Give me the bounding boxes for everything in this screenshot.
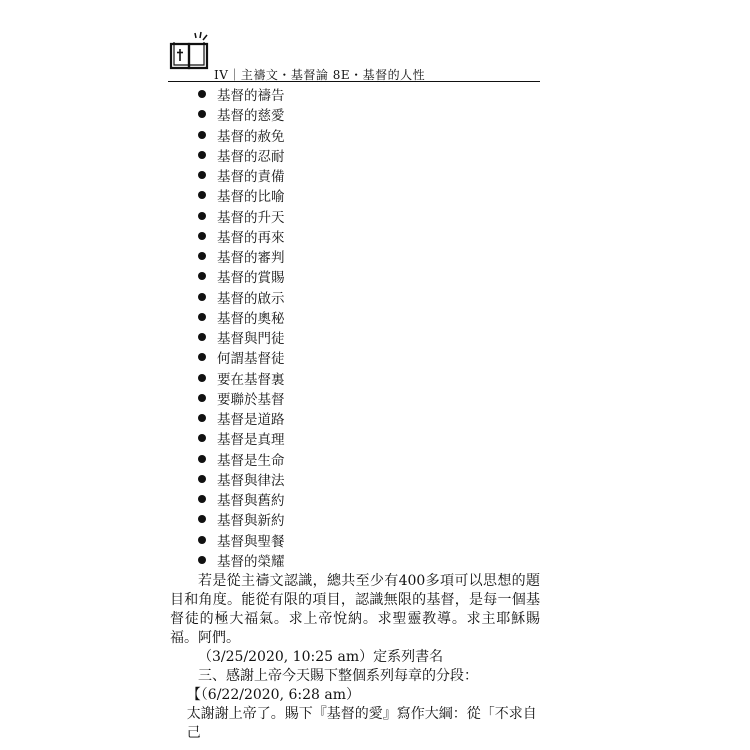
header-divider [168, 81, 540, 82]
list-item [196, 449, 285, 469]
list-item-label: 要在基督裏 [217, 371, 285, 388]
list-item-label: 基督是生命 [217, 452, 285, 469]
list-item-label: 要聯於基督 [217, 391, 285, 408]
bracket-date-line: 【（6/22/2020, 6:28 am） [186, 687, 360, 703]
bullet-icon [198, 536, 206, 544]
list-item-label: 基督與聖餐 [217, 533, 285, 550]
list-item-label: 何謂基督徒 [217, 351, 285, 368]
bullet-icon [198, 232, 206, 240]
list-item-label: 基督的赦免 [217, 128, 285, 145]
list-item-label: 基督的升天 [217, 209, 285, 226]
body-text [170, 572, 540, 743]
bullet-icon [198, 252, 206, 260]
list-item-label: 基督與新約 [217, 513, 285, 530]
open-bible-icon [168, 30, 212, 72]
list-item-label: 基督與舊約 [217, 493, 285, 510]
list-item [196, 307, 285, 327]
list-item-label: 基督的審判 [217, 250, 285, 267]
list-item [196, 165, 285, 185]
bullet-icon [198, 556, 206, 564]
running-header: IV｜主禱文・基督論 8E・基督的人性 [214, 68, 426, 82]
bullet-icon [198, 434, 206, 442]
list-item-label: 基督的賞賜 [217, 270, 285, 287]
list-item [196, 489, 285, 509]
list-item [196, 388, 285, 408]
bullet-icon [198, 90, 206, 98]
date-line: （3/25/2020, 10:25 am）定系列書名 [198, 649, 444, 665]
bullet-icon [198, 394, 206, 402]
list-item-label: 基督的慈愛 [217, 108, 285, 125]
bullet-icon [198, 191, 206, 199]
list-item [196, 428, 285, 448]
list-item-label: 基督的奧秘 [217, 310, 285, 327]
list-item-label: 基督是道路 [217, 412, 285, 429]
bullet-icon [198, 110, 206, 118]
bullet-icon [198, 272, 206, 280]
outline-line: 太謝謝上帝了。賜下『基督的愛』寫作大綱：從「不求自己 [186, 706, 537, 741]
list-item [196, 206, 285, 226]
bullet-icon [198, 455, 206, 463]
bullet-icon [198, 171, 206, 179]
list-item [196, 509, 285, 529]
list-item [196, 408, 285, 428]
bullet-icon [198, 475, 206, 483]
list-item [196, 246, 285, 266]
list-item-label: 基督的忍耐 [217, 148, 285, 165]
list-item-label: 基督的責備 [217, 169, 285, 186]
list-item-label: 基督的比喻 [217, 189, 285, 206]
list-item-label: 基督的禱告 [217, 88, 285, 105]
bullet-icon [198, 212, 206, 220]
list-item [196, 287, 285, 307]
list-item-label: 基督的榮耀 [217, 553, 285, 570]
list-item-label: 基督的再來 [217, 229, 285, 246]
list-item [196, 226, 285, 246]
summary-paragraph: 若是從主禱文認識，總共至少有400多項可以思想的題目和角度。能從有限的項目，認識無限的基督，是每一個基督徒的極大福氣。求上帝悅納。求聖靈教導。求主耶穌賜福。阿們。 [170, 573, 540, 646]
list-item [196, 104, 285, 124]
list-item-label: 基督與律法 [217, 472, 285, 489]
bullet-icon [198, 293, 206, 301]
list-item-label: 基督與門徒 [217, 331, 285, 348]
bullet-icon [198, 353, 206, 361]
list-item [196, 125, 285, 145]
list-item [196, 327, 285, 347]
list-item-label: 基督是真理 [217, 432, 285, 449]
bullet-icon [198, 151, 206, 159]
list-item [196, 145, 285, 165]
bullet-icon [198, 131, 206, 139]
list-item [196, 530, 285, 550]
list-item [196, 84, 285, 104]
bullet-icon [198, 414, 206, 422]
bullet-icon [198, 333, 206, 341]
section-heading: 三、感謝上帝今天賜下整個系列每章的分段： [198, 668, 478, 684]
list-item [196, 185, 285, 205]
bullet-icon [198, 495, 206, 503]
list-item [196, 368, 285, 388]
list-item [196, 469, 285, 489]
bullet-icon [198, 515, 206, 523]
topic-list [196, 84, 285, 570]
bullet-icon [198, 374, 206, 382]
list-item [196, 266, 285, 286]
bullet-icon [198, 313, 206, 321]
list-item [196, 550, 285, 570]
list-item-label: 基督的啟示 [217, 290, 285, 307]
list-item [196, 347, 285, 367]
